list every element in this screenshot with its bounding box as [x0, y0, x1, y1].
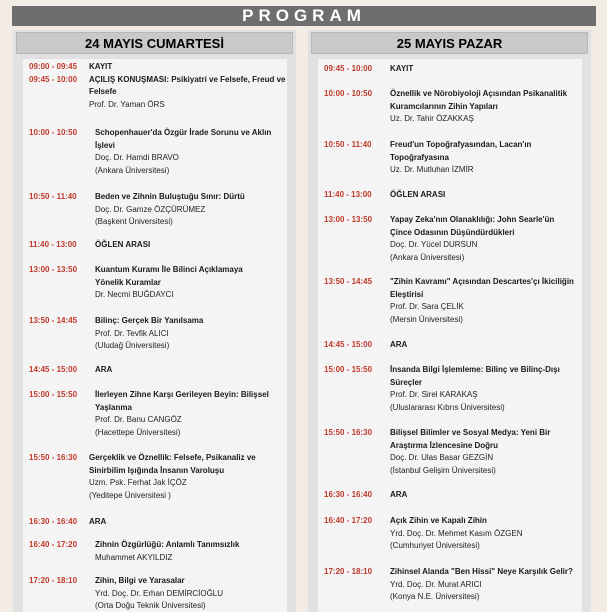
session-title: Freud'un Topoğrafyasından, Lacan'ın Topoğrafyasına: [390, 140, 532, 162]
day1-title: 24 MAYIS CUMARTESİ: [16, 32, 293, 54]
day1-column: [13, 30, 296, 612]
session-title: İlerleyen Zihne Karşı Gerileyen Beyin: Bilişsel Yaşlanma: [95, 390, 269, 412]
session-title: Zihin, Bilgi ve Yarasalar: [95, 576, 185, 585]
session-item: [29, 539, 287, 564]
session-title: Bilinç: Gerçek Bir Yanılsama: [95, 316, 204, 325]
session-time: 09:00 - 09:45: [29, 62, 78, 71]
session-title: Zihinsel Alanda "Ben Hissi" Neye Karşılık Gelir?: [390, 567, 573, 576]
session-time: 11:40 - 13:00: [324, 190, 372, 199]
session-affiliation: (Başkent Üniversitesi): [95, 217, 173, 226]
session-speaker: Doç. Dr. Ulas Basar GEZGİN: [390, 453, 494, 462]
session-title: KAYIT: [89, 62, 113, 71]
session-speaker: Prof. Dr. Sirel KARAKAŞ: [390, 390, 478, 399]
session-item: [29, 61, 287, 74]
session-time: 09:45 - 10:00: [324, 64, 373, 73]
session-title: Bilişsel Bilimler ve Sosyal Medya: Yeni Bir Araştırma İzlencesine Doğru: [390, 428, 551, 450]
session-item: [324, 276, 582, 326]
session-speaker: Doç. Dr. Hamdi BRAVO: [95, 153, 179, 162]
session-title: Öznellik ve Nörobiyoloji Açısından Psikanalitik Kuramcılarının Zihin Yapıları: [390, 89, 568, 111]
session-item: [324, 63, 582, 76]
session-time: 15:50 - 16:30: [29, 453, 78, 462]
session-time: 09:45 - 10:00: [29, 74, 78, 84]
session-speaker: Prof. Dr. Yaman ÖRS: [89, 99, 165, 109]
program-title: PROGRAM: [12, 6, 596, 26]
session-item: [29, 364, 287, 377]
session-affiliation: (Cumhuriyet Üniversitesi): [390, 541, 480, 550]
session-speaker: Prof. Dr. Tevfik ALICI: [95, 328, 169, 338]
session-title: ARA: [89, 517, 107, 526]
session-time: 15:00 - 15:50: [29, 390, 78, 399]
session-affiliation: (Uluslararası Kıbrıs Üniversitesi): [390, 402, 505, 412]
session-title: Açık Zihin ve Kapalı Zihin: [390, 516, 487, 525]
session-item: [29, 264, 287, 302]
session-time: 17:20 - 18:10: [324, 567, 373, 576]
session-speaker: Yrd. Doç. Dr. Erhan DEMİRCİOĞLU: [95, 588, 224, 598]
session-time: 11:40 - 13:00: [29, 240, 77, 249]
session-affiliation: (Ankara Üniversitesi): [390, 252, 465, 262]
session-time: 16:30 - 16:40: [324, 490, 373, 499]
session-item: [324, 88, 582, 126]
session-speaker: Yrd. Doç. Dr. Mehmet Kasım ÖZGEN: [390, 528, 523, 538]
session-time: 13:50 - 14:45: [29, 316, 78, 325]
session-affiliation: (Konya N.E. Üniversitesi): [390, 592, 480, 601]
session-item: [324, 427, 582, 477]
session-item: [324, 214, 582, 264]
session-title: Gerçeklik ve Öznellik: Felsefe, Psikanaliz ve Sinirbilim Işığında İnsanın Varoluşu: [89, 453, 256, 475]
session-time: 15:50 - 16:30: [324, 428, 373, 437]
session-time: 10:00 - 10:50: [29, 128, 78, 137]
session-title: AÇILIŞ KONUŞMASI: Psikiyatri ve Felsefe, Freud ve Felsefe: [89, 74, 286, 96]
session-time: 10:50 - 11:40: [29, 192, 77, 201]
session-time: 13:50 - 14:45: [324, 277, 373, 286]
session-time: 16:40 - 17:20: [29, 540, 78, 549]
session-affiliation: (Uludağ Üniversitesi): [95, 341, 170, 350]
session-time: 13:00 - 13:50: [29, 265, 78, 274]
session-speaker: Prof. Dr. Banu CANGÖZ: [95, 415, 182, 424]
session-title: İnsanda Bilgi İşlemleme: Bilinç ve Bilinç-Dışı Süreçler: [390, 365, 560, 387]
session-item: [29, 575, 287, 612]
session-title: KAYIT: [390, 64, 414, 73]
session-title: ARA: [390, 490, 408, 499]
session-affiliation: (Yeditepe Üniversitesi ): [89, 490, 171, 500]
session-title: Schopenhauer'da Özgür İrade Sorunu ve Aklın İşlevi: [95, 128, 272, 150]
session-item: [29, 239, 287, 252]
session-item: [324, 566, 582, 604]
session-time: 16:30 - 16:40: [29, 517, 78, 526]
session-speaker: Uz. Dr. Tahir ÖZAKKAŞ: [390, 114, 474, 123]
session-item: [29, 74, 287, 112]
session-title: "Zihin Kavramı" Açısından Descartes'çı İkiciliğin Eleştirisi: [390, 277, 574, 299]
session-speaker: Doç. Dr. Gamze ÖZÇÜRÜMEZ: [95, 204, 206, 214]
session-speaker: Doç. Dr. Yücel DURSUN: [390, 240, 478, 249]
session-speaker: Yrd. Doç. Dr. Murat ARICI: [390, 579, 482, 589]
session-speaker: Prof. Dr. Sara ÇELİK: [390, 302, 464, 311]
session-item: [29, 389, 287, 439]
session-title: Yapay Zeka'nın Olanaklılığı: John Searle'ün Çince Odasının Düşündürdükleri: [390, 215, 555, 237]
session-affiliation: (Hacettepe Üniversitesi): [95, 427, 181, 437]
session-title: ÖĞLEN ARASI: [390, 190, 446, 199]
session-affiliation: (Ankara Üniversitesi): [95, 165, 170, 175]
session-item: [324, 364, 582, 414]
session-item: [29, 452, 287, 502]
session-time: 16:40 - 17:20: [324, 516, 373, 525]
session-time: 10:00 - 10:50: [324, 89, 373, 98]
session-item: [29, 315, 287, 353]
session-time: 14:45 - 15:00: [29, 365, 78, 374]
session-title: ÖĞLEN ARASI: [95, 240, 151, 249]
session-item: [29, 191, 287, 229]
program-banner: [0, 0, 607, 26]
session-affiliation: (Mersin Üniversitesi): [390, 314, 463, 324]
session-item: [324, 139, 582, 177]
session-speaker: Uzm. Psk. Ferhat Jak İÇÖZ: [89, 478, 187, 487]
session-time: 17:20 - 18:10: [29, 576, 78, 585]
session-title: ARA: [95, 365, 113, 374]
session-item: [29, 516, 287, 529]
session-item: [324, 189, 582, 202]
session-affiliation: (İstanbul Gelişim Üniversitesi): [390, 465, 496, 475]
day1-panel: [23, 59, 287, 612]
session-title: Kuantum Kuramı İle Bilinci Açıklamaya Yönelik Kuramlar: [95, 265, 243, 287]
day2-column: [308, 30, 591, 612]
session-speaker: Dr. Necmi BUĞDAYCI: [95, 290, 174, 299]
day2-title: 25 MAYIS PAZAR: [311, 32, 588, 54]
session-item: [29, 127, 287, 177]
session-time: 10:50 - 11:40: [324, 140, 372, 149]
session-affiliation: (Orta Doğu Teknik Üniversitesi): [95, 601, 206, 610]
session-item: [324, 515, 582, 553]
session-time: 13:00 - 13:50: [324, 215, 373, 224]
session-speaker: Uz. Dr. Mutluhan İZMİR: [390, 165, 474, 174]
session-title: ARA: [390, 340, 408, 349]
session-time: 15:00 - 15:50: [324, 365, 373, 374]
session-time: 14:45 - 15:00: [324, 340, 373, 349]
session-title: Beden ve Zihnin Buluştuğu Sınır: Dürtü: [95, 192, 245, 201]
session-speaker: Muhammet AKYILDIZ: [95, 552, 173, 562]
session-item: [324, 489, 582, 502]
day2-panel: [318, 59, 582, 612]
session-title: Zihnin Özgürlüğü: Anlamlı Tanımsızlık: [95, 540, 240, 549]
session-item: [324, 339, 582, 352]
